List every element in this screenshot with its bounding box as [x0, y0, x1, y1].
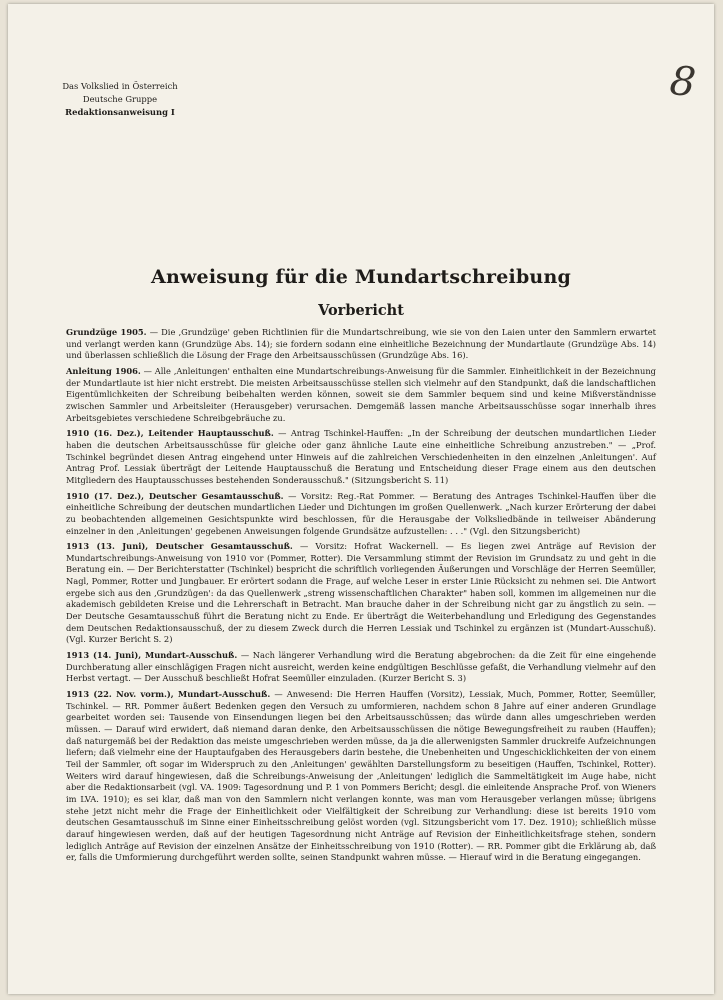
page-title: Anweisung für die Mundartschreibung: [151, 266, 571, 288]
entry-grundzuege-1905: [66, 327, 656, 362]
header-line-3: Redaktionsanweisung I: [65, 107, 175, 117]
entry-heading: 1913 (14. Juni), Mundart-Ausschuß.: [66, 650, 238, 661]
header-line-1: Das Volkslied in Österreich: [62, 81, 178, 91]
entry-1910-16-dez: [66, 428, 656, 486]
section-subtitle: Vorbericht: [318, 302, 404, 319]
entry-text: — Vorsitz: Reg.-Rat Pommer. — Beratung des Antrages Tschinkel-Hauffen über die einheitliche Schreibung der deutschen mundartlichen Lieder und Dichtungen im großen Quellenwerk. „Nach kurzer Erörterung der dabei zu beobachtenden allgemeinen Gesichtspunkte wird beschlossen, für die Herausgabe der Volksliedbände in teilweiser Abänderung einzelner in den ‚Anleitungen' gegebenen Anweisungen folgende Grundsätze aufzustellen: . . ." (Vgl. den Sitzungsbericht): [66, 490, 656, 536]
handwritten-page-number: 8: [667, 57, 698, 107]
entry-heading: 1913 (13. Juni), Deutscher Gesamtausschuß.: [66, 541, 293, 552]
entry-text: — Alle ‚Anleitungen' enthalten eine Mundartschreibungs-Anweisung für die Sammler. Einheitlichkeit in der Bezeichnung der Mundartlaute ist hier nicht erstrebt. Die meisten Arbeitsausschüsse stellen sich vielmehr auf den Standpunkt, daß die landschaftlichen Eigentümlichkeiten der Schreibung beibehalten werden können, soweit sie dem Sammler bequem sind und keine Mißverständnisse zwischen Sammler und Arbeitsleiter (Herausgeber) verursachen. Demgemäß lassen manche Arbeitsausschüsse sogar innerhalb ihres Arbeitsgebietes verschiedene Schreibgebräuche zu.: [66, 365, 656, 423]
entry-heading: Grundzüge 1905.: [66, 327, 147, 337]
document-body: [66, 327, 656, 868]
entry-heading: Anleitung 1906.: [66, 365, 141, 376]
entry-1910-17-dez: [66, 491, 656, 538]
document-page: [8, 4, 714, 994]
entry-text: — Die ‚Grundzüge' geben Richtlinien für die Mundartschreibung, wie sie von den Laien unter den Sammlern erwartet und verlangt werden kann (Grundzüge Abs. 14); sie fordern sodann eine einheitliche Bezeichnung der Mundartlaute (Grundzüge Abs. 14) und überlassen schließlich die Lösung der Frage den Arbeitsausschüssen (Grundzüge Abs. 16).: [66, 327, 656, 361]
entry-1913-13-juni: [66, 541, 656, 646]
entry-text: — Nach längerer Verhandlung wird die Beratung abgebrochen: da die Zeit für eine eingehende Durchberatung aller einschlägigen Fragen nicht ausreicht, werden keine endgültigen Beschlüsse gefaßt, die Verhandlung vielmehr auf den Herbst vertagt. — Der Ausschuß beschließt Hofrat Seemüller einzuladen. (Kurzer Bericht S. 3): [66, 650, 656, 684]
entry-heading: 1910 (17. Dez.), Deutscher Gesamtausschuß.: [66, 490, 284, 501]
header-block: [60, 80, 180, 119]
header-line-2: Deutsche Gruppe: [82, 94, 158, 104]
entry-text: — Vorsitz: Hofrat Wackernell. — Es liegen zwei Anträge auf Revision der Mundartschreibungs-Anweisung von 1910 vor (Pommer, Rotter). Die Versammlung stimmt der Revision im Grundsatz zu und geht in die Beratung ein. — Der Berichterstatter (Tschinkel) bespricht die schriftlich vorliegenden Äußerungen und Vorschläge der Herren Seemüller, Nagl, Pommer, Rotter und Jungbauer. Er erörtert sodann die Frage, auf welche Leser in erster Linie Rücksicht zu nehmen sei. Die Antwort ergebe sich aus den ‚Grundzügen': da das Quellenwerk „streng wissenschaftlichen Charakter" haben soll, kommen im allgemeinen nur die akademisch gebildeten Kreise und die Lehrerschaft in Betracht. Man brauche daher in der Schreibung nicht gar zu ängstlich zu sein. — Der Deutsche Gesamtausschuß führt die Beratung nicht zu Ende. Er überträgt die Weiterbehandlung und Erledigung des Gegenstandes dem Deutschen Redaktionsausschuß, der zu diesem Zweck durch die Herren Lessiak und Tschinkel zu ergänzen ist (Mundart-Ausschuß). (Vgl. Kurzer Bericht S. 2): [66, 541, 657, 645]
entry-anleitung-1906: [66, 366, 656, 424]
entry-heading: 1910 (16. Dez.), Leitender Hauptausschuß.: [66, 428, 274, 439]
entry-1913-22-nov: [66, 689, 656, 864]
entry-text: — Antrag Tschinkel-Hauffen: „In der Schreibung der deutschen mundartlichen Lieder haben die deutschen Arbeitsausschüsse für gleiche oder ganz ähnliche Laute eine einheitliche Schreibung anzustreben." — „Prof. Tschinkel begründet diesen Antrag eingehend unter Hinweis auf die zahlreichen Verschiedenheiten in den einzelnen ‚Anleitungen'. Auf Antrag Prof. Lessiak überträgt der Leitende Hauptausschuß die Beratung und Entscheidung dieser Frage einem aus den deutschen Mitgliedern des Hauptausschusses bestehenden Sonderausschuß." (Sitzungsbericht S. 11): [66, 428, 657, 485]
entry-heading: 1913 (22. Nov. vorm.), Mundart-Ausschuß.: [66, 689, 271, 700]
entry-text: — Anwesend: Die Herren Hauffen (Vorsitz), Lessiak, Much, Pommer, Rotter, Seemüller, Tschinkel. — RR. Pommer äußert Bedenken gegen den Versuch zu umformieren, nachdem schon 8 Jahre auf einer anderen Grundlage gearbeitet worden sei: Tausende von Einsendungen liegen bei den Arbeitsausschüssen; das würde dann alles umgeschrieben werden müssen. — Darauf wird erwidert, daß niemand daran denke, den Arbeitsausschüssen die nötige Bewegungsfreiheit zu rauben (Hauffen); daß naturgemäß bei der Redaktion das meiste umgeschrieben werden müsse, da ja die allerwenigsten Sammler druckreife Aufzeichnungen liefern; daß vielmehr eine der Hauptaufgaben des Herausgebers darin bestehe, die Unebenheiten und Ungeschicklichkeiten der von einem Teil der Sammler, oft sogar im Widerspruch zu den ‚Anleitungen' gewählten Darstellungsform zu beseitigen (Hauffen, Tschinkel, Rotter). Weiters wird darauf hingewiesen, daß die Schreibungs-Anweisung der ‚Anleitungen' lediglich die Sammeltätigkeit im Auge habe, nicht aber die Redaktionsarbeit (vgl. VA. 1909: Tagesordnung und P. 1 von Pommers Bericht; desgl. die einleitende Ansprache Prof. von Wieners im LVA. 1910); es sei klar, daß man von den Sammlern nicht verlangen konnte, was man vom Herausgeber verlangen müsse; übrigens stehe jetzt nicht mehr die Frage der Einheitlichkeit oder Vielfältigkeit der Schreibung zur Verhandlung: diese ist bereits 1910 vom deutschen Gesamtausschuß im Sinne einer Einheitsschreibung gelöst worden (vgl. Sitzungsbericht vom 17. Dez. 1910); schließlich müsse darauf hingewiesen werden, daß auf der heutigen Tagesordnung nicht Anträge auf Revision der Einheitlichkeitsfrage stehen, sondern lediglich Anträge auf Revision der einzelnen Ansätze der Einheitsschreibung von 1910 (Rotter). — RR. Pommer gibt die Erklärung ab, daß er, falls die Umformierung durchgeführt werden sollte, seinen Standpunkt wahren müsse. — Hierauf wird in die Beratung eingegangen.: [66, 689, 656, 863]
entry-1913-14-juni: [66, 650, 656, 685]
